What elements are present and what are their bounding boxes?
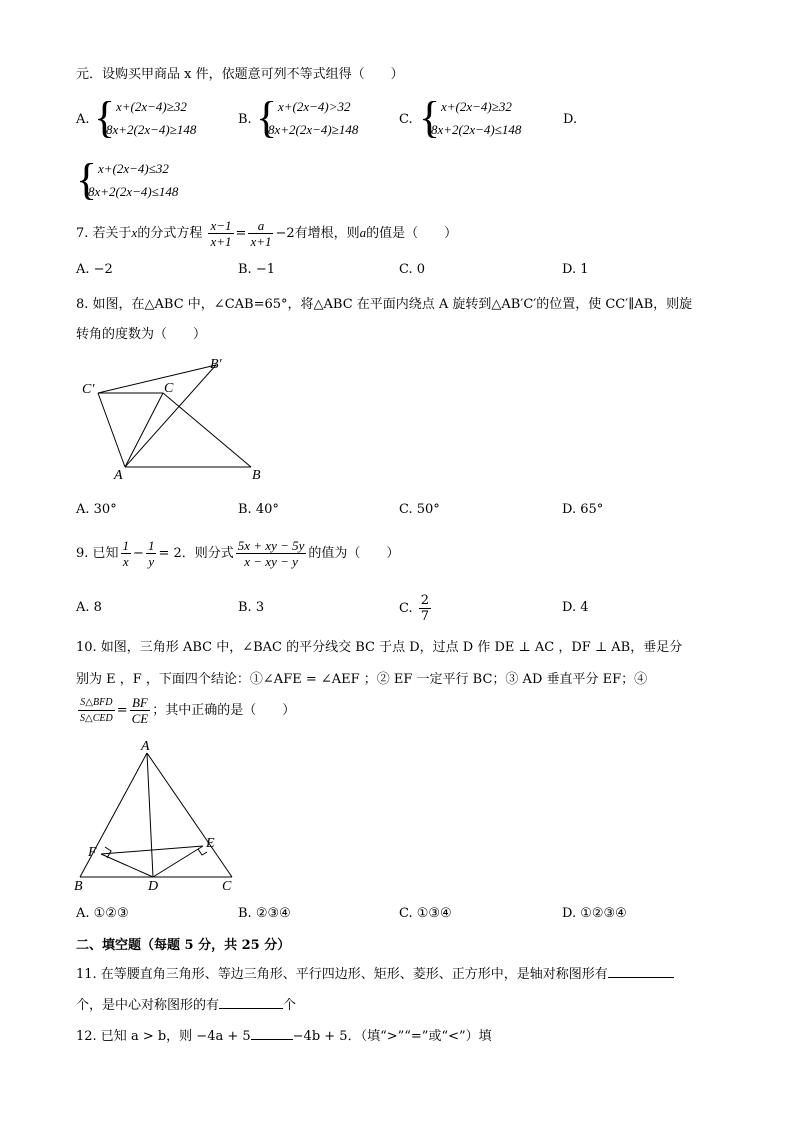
q9-option-b: B. 3 xyxy=(238,600,265,615)
q7-mid: 的分式方程 xyxy=(137,226,203,241)
q9-eq: = 2．则分式 xyxy=(158,546,234,561)
label-e: E xyxy=(206,836,215,851)
denominator: x+1 xyxy=(210,234,232,249)
ineq-line-2: 8x+2(2x−4)≥148 xyxy=(106,122,197,137)
ineq-line-2: 8x+2(2x−4)≥148 xyxy=(268,122,359,137)
label-b-prime: B′ xyxy=(210,357,222,372)
section-title-fill-in: 二、填空题（每题 5 分，共 25 分） xyxy=(76,938,291,953)
numerator: 1 xyxy=(122,538,130,553)
q12-prefix: 12. 已知 a > b，则 −4a + 5 xyxy=(76,1029,251,1044)
q7-option-d: D. 1 xyxy=(562,262,589,277)
option-label: C. xyxy=(399,112,413,127)
segment-c-b xyxy=(163,393,251,467)
label-d: D xyxy=(148,879,159,892)
q10-line-2: 别为 E ，F ，下面四个结论：①∠AFE = ∠AEF ；② EF 一定平行 BC；③ AD 垂直平分 EF；④ xyxy=(76,672,648,687)
ineq-line-2: 8x+2(2x−4)≤148 xyxy=(88,184,179,199)
option-label: D. xyxy=(563,112,578,127)
q8-option-d: D. 65° xyxy=(562,502,604,517)
q9-option-d: D. 4 xyxy=(562,600,589,615)
q10-option-b: B. ②③④ xyxy=(238,906,291,921)
segment-c1-b1 xyxy=(98,365,216,393)
q9-option-c xyxy=(399,593,433,624)
denominator: 7 xyxy=(420,609,430,624)
q11-text-2b: 个 xyxy=(283,998,297,1013)
denominator: y xyxy=(148,554,155,569)
ineq-line-1: x+(2x−4)≥32 xyxy=(441,99,512,114)
numerator: 5x + xy − 5y xyxy=(237,538,305,553)
q12-line xyxy=(76,1025,492,1044)
q10-option-d: D. ①②③④ xyxy=(562,906,627,921)
q8-line-1: 8. 如图，在△ABC 中，∠CAB=65°，将△ABC 在平面内绕点 A 旋转到△AB′C′的位置，使 CC′∥AB，则旋 xyxy=(76,297,693,312)
q10-figure xyxy=(72,736,244,892)
q10-line-3 xyxy=(76,695,295,726)
brace-icon: { xyxy=(94,93,116,142)
denominator: x xyxy=(122,554,129,569)
q7-tail: −2有增根，则 xyxy=(275,226,360,241)
segment-a-c xyxy=(125,393,163,467)
segment-a-c xyxy=(147,753,232,877)
denominator: x+1 xyxy=(250,234,272,249)
q7-suffix: 的值是（ ） xyxy=(366,226,458,241)
denominator: x − xy − y xyxy=(244,554,298,569)
denominator: CE xyxy=(131,711,149,726)
label-f: F xyxy=(88,845,97,860)
q9-fraction-2 xyxy=(146,538,157,569)
q7-var2: a xyxy=(359,225,367,240)
q7-option-a: A. −2 xyxy=(76,262,113,277)
q7-option-b: B. −1 xyxy=(238,262,275,277)
label-b: B xyxy=(252,468,261,483)
q10-side-ratio xyxy=(130,695,151,726)
segment-f-d xyxy=(101,854,153,877)
q9-prefix: 9. 已知 xyxy=(76,546,119,561)
q7-stem xyxy=(76,218,457,249)
option-label: B. xyxy=(238,112,252,127)
q9-stem xyxy=(76,538,399,569)
q9-option-c-fraction xyxy=(419,593,431,624)
equals-sign: = xyxy=(116,703,128,718)
q11-text: 11. 在等腰直角三角形、等边三角形、平行四边形、矩形、菱形、正方形中，是轴对称图形有 xyxy=(76,967,608,982)
q11-text-2a: 个，是中心对称图形的有 xyxy=(76,998,220,1013)
q7-var: x xyxy=(131,225,138,240)
q10-area-ratio xyxy=(78,695,115,726)
q8-figure xyxy=(76,352,276,484)
q9-fraction-1 xyxy=(121,538,132,569)
option-label: C. xyxy=(399,601,413,616)
q7-prefix: 7. 若关于 xyxy=(76,226,132,241)
label-c: C xyxy=(164,381,174,396)
q8-line-2: 转角的度数为（ ） xyxy=(76,327,207,342)
numerator: x−1 xyxy=(210,218,232,233)
q9-option-a: A. 8 xyxy=(76,600,102,615)
q9-fraction-3 xyxy=(236,538,307,569)
q11-line-2 xyxy=(76,994,296,1013)
q10-line-3-tail: ；其中正确的是（ ） xyxy=(152,703,296,718)
ineq-line-2: 8x+2(2x−4)≤148 xyxy=(431,122,522,137)
ineq-line-1: x+(2x−4)>32 xyxy=(278,99,351,114)
numerator: BF xyxy=(130,695,151,711)
brace-icon: { xyxy=(76,155,98,204)
equals-sign: = xyxy=(235,226,247,241)
numerator: a xyxy=(248,218,273,234)
ineq-line-1: x+(2x−4)≤32 xyxy=(98,161,169,176)
brace-icon: { xyxy=(419,93,441,142)
q9-suffix: 的值为（ ） xyxy=(308,546,400,561)
segment-e-d xyxy=(153,846,203,877)
label-c-prime: C′ xyxy=(82,382,95,397)
segment-c1-a xyxy=(98,393,125,467)
ineq-line-1: x+(2x−4)≥32 xyxy=(116,99,187,114)
q10-line-1: 10. 如图，三角形 ABC 中，∠BAC 的平分线交 BC 于点 D，过点 D 作 DE ⊥ AC ，DF ⊥ AB，垂足分 xyxy=(76,640,683,655)
q7-fraction-1 xyxy=(208,218,233,249)
q10-option-a: A. ①②③ xyxy=(76,906,129,921)
option-label: A. xyxy=(76,112,90,127)
q10-option-c: C. ①③④ xyxy=(399,906,452,921)
denominator: S△CED xyxy=(80,713,113,724)
q11-line-1 xyxy=(76,963,674,982)
label-a: A xyxy=(114,468,123,483)
label-b: B xyxy=(74,879,83,892)
numerator: 1 xyxy=(147,538,155,553)
minus-sign: − xyxy=(133,546,144,561)
answer-blank[interactable] xyxy=(251,1027,293,1040)
q8-option-b: B. 40° xyxy=(238,502,279,517)
numerator: S△BFD xyxy=(78,695,115,711)
q6-stem: 元．设购买甲商品 x 件，依题意可列不等式组得（ ） xyxy=(76,67,404,82)
q7-fraction-2 xyxy=(248,218,273,249)
q12-mid: −4b + 5．（填“>”“=”或“<”）填 xyxy=(292,1029,492,1044)
brace-icon: { xyxy=(256,93,278,142)
label-c: C xyxy=(222,879,232,892)
q7-option-c: C. 0 xyxy=(399,262,426,277)
answer-blank[interactable] xyxy=(608,965,674,978)
q8-option-a: A. 30° xyxy=(76,502,117,517)
q8-option-c: C. 50° xyxy=(399,502,440,517)
numerator: 2 xyxy=(420,593,430,608)
label-a: A xyxy=(141,739,150,754)
answer-blank[interactable] xyxy=(219,996,283,1009)
segment-a-d xyxy=(147,753,153,877)
